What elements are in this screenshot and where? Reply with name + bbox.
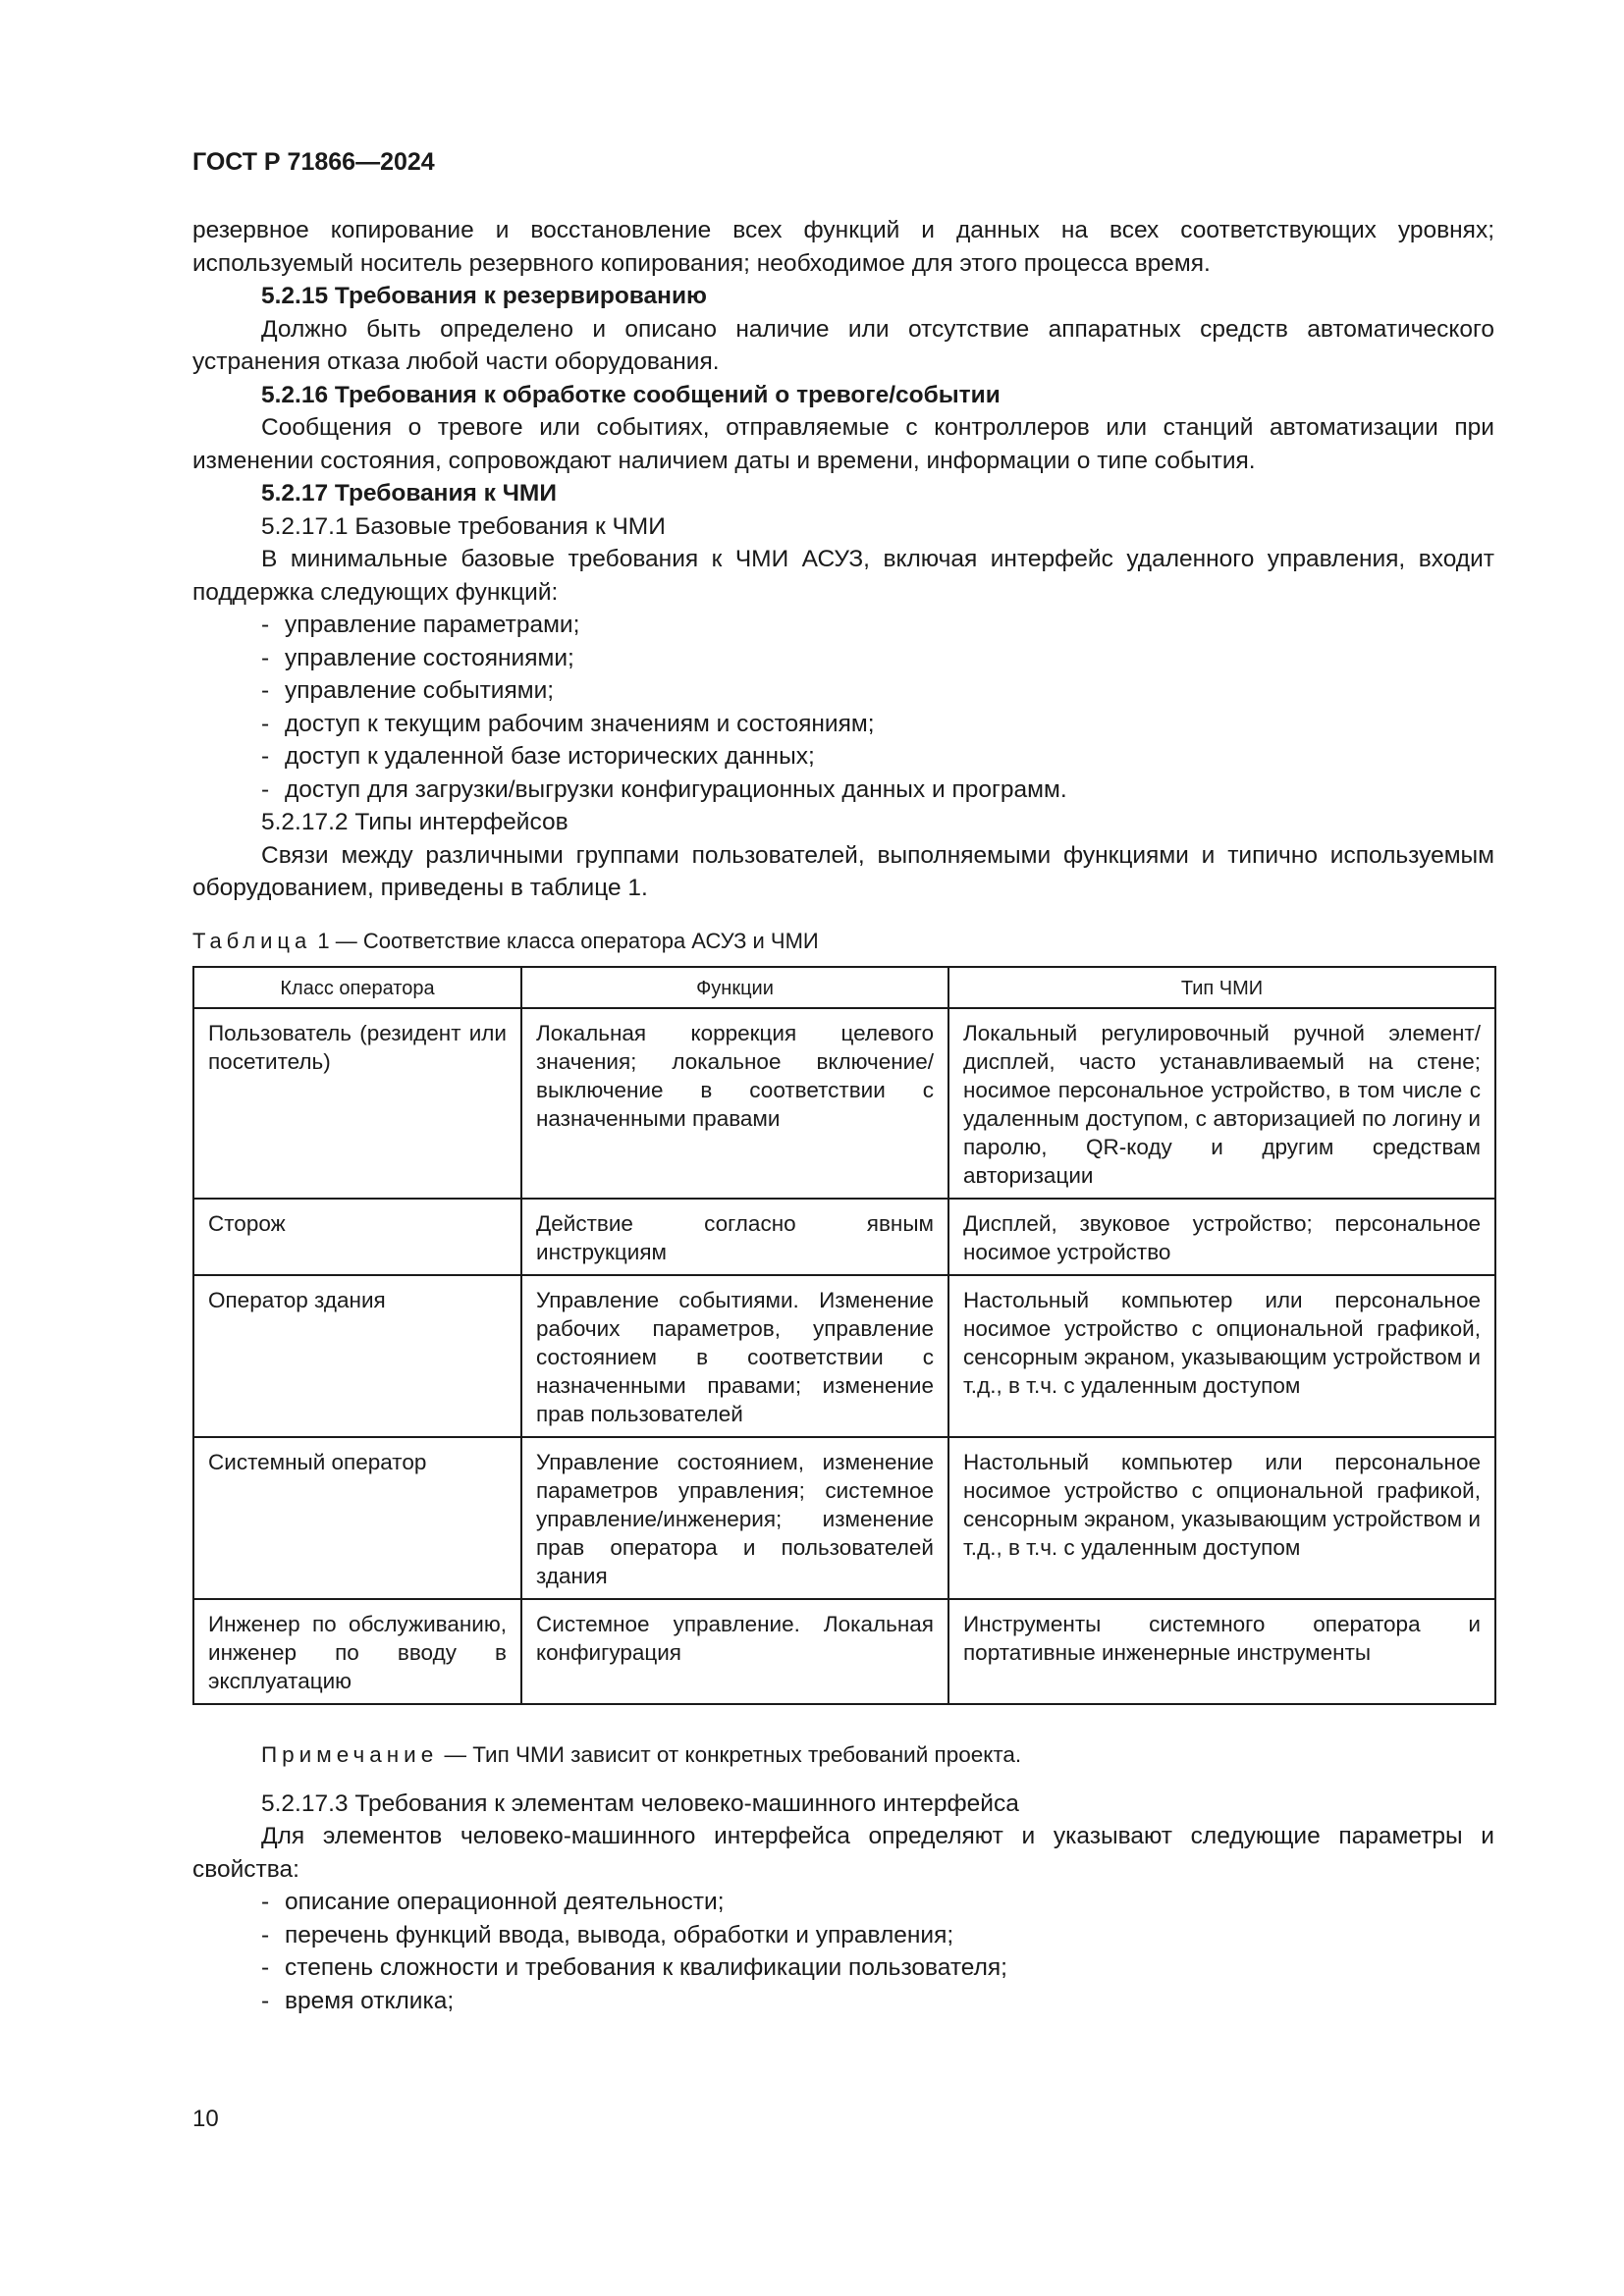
table-row: [193, 1199, 1495, 1275]
table-cell: Системное управление. Локальная конфигурация: [521, 1599, 948, 1704]
list-item: - степень сложности и требования к квалификации пользователя;: [261, 1951, 1494, 1985]
column-header: Тип ЧМИ: [948, 967, 1495, 1008]
section-5-2-17-2-text: Связи между различными группами пользователей, выполняемыми функциями и типично используемым оборудованием, приведены в таблице 1.: [192, 841, 1494, 901]
section-5-2-17-title: 5.2.17 Требования к ЧМИ: [261, 480, 557, 507]
section-5-2-15-title: 5.2.15 Требования к резервированию: [261, 283, 707, 309]
list-item: - время отклика;: [261, 1985, 1494, 2018]
section-5-2-17-3-title: 5.2.17.3 Требования к элементам человеко-машинного интерфейса: [261, 1789, 1019, 1817]
table-cell: Инженер по обслуживанию, инженер по вводу в эксплуатацию: [193, 1599, 521, 1704]
section-5-2-16-text: Сообщения о тревоге или событиях, отправляемые с контроллеров или станций автоматизации при изменении состояния, сопровождают наличием даты и времени, информации о типе события.: [192, 414, 1494, 474]
section-5-2-16-title: 5.2.16 Требования к обработке сообщений о тревоге/событии: [261, 381, 1001, 408]
table-cell: Настольный компьютер или персональное носимое устройство с опциональной графикой, сенсорным экраном, указывающим устройством и т.д., в т.ч. с удаленным доступом: [948, 1275, 1495, 1437]
document-page: [192, 147, 1494, 2017]
table-caption-label: Таблица: [192, 928, 312, 953]
column-header: Класс оператора: [193, 967, 521, 1008]
section-5-2-15-text: Должно быть определено и описано наличие или отсутствие аппаратных средств автоматического устранения отказа любой части оборудования.: [192, 315, 1494, 375]
hmi-functions-list: [192, 609, 1494, 806]
list-item: - описание операционной деятельности;: [261, 1886, 1494, 1919]
list-item: - управление состояниями;: [261, 642, 1494, 675]
table-row: [193, 1275, 1495, 1437]
table-cell: Управление событиями. Изменение рабочих параметров, управление состоянием в соответствии с назначенными правами; изменение прав пользователей: [521, 1275, 948, 1437]
table-cell: Дисплей, звуковое устройство; персональное носимое устройство: [948, 1199, 1495, 1275]
table-cell: Сторож: [193, 1199, 521, 1275]
table-cell: Локальная коррекция целевого значения; локальное включение/выключение в соответствии с назначенными правами: [521, 1008, 948, 1199]
table-cell: Управление состоянием, изменение параметров управления; системное управление/инженерия; изменение прав оператора и пользователей здания: [521, 1437, 948, 1599]
table-cell: Действие согласно явным инструкциям: [521, 1199, 948, 1275]
intro-paragraph: резервное копирование и восстановление всех функций и данных на всех соответствующих уровнях; используемый носитель резервного копирования; необходимое для этого процесса время.: [192, 217, 1494, 277]
document-id: ГОСТ Р 71866—2024: [192, 148, 435, 176]
column-header: Функции: [521, 967, 948, 1008]
page-number: 10: [192, 2106, 219, 2132]
hmi-elements-list: [192, 1886, 1494, 2017]
list-item: - доступ к удаленной базе исторических данных;: [261, 740, 1494, 774]
section-5-2-17-3-text: Для элементов человеко-машинного интерфейса определяют и указывают следующие параметры и свойства:: [192, 1823, 1494, 1883]
list-item: - доступ для загрузки/выгрузки конфигурационных данных и программ.: [261, 774, 1494, 807]
operator-class-table: [192, 966, 1496, 1705]
table-cell: Инструменты системного оператора и портативные инженерные инструменты: [948, 1599, 1495, 1704]
note-label: Примечание: [261, 1741, 439, 1767]
table-caption-text: 1 — Соответствие класса оператора АСУЗ и ЧМИ: [317, 928, 819, 953]
section-5-2-17-1-title: 5.2.17.1 Базовые требования к ЧМИ: [261, 512, 666, 540]
table-cell: Пользователь (резидент или посетитель): [193, 1008, 521, 1199]
table-note: [192, 1740, 1494, 1770]
table-cell: Настольный компьютер или персональное носимое устройство с опциональной графикой, сенсорным экраном, указывающим устройством и т.д., в т.ч. с удаленным доступом: [948, 1437, 1495, 1599]
list-item: - доступ к текущим рабочим значениям и состояниям;: [261, 708, 1494, 741]
table-cell: Локальный регулировочный ручной элемент/дисплей, часто устанавливаемый на стене; носимое персональное устройство, в том числе с удаленным доступом, с авторизацией по логину и паролю, QR-коду и другим средствам авторизации: [948, 1008, 1495, 1199]
section-5-2-17-1-text: В минимальные базовые требования к ЧМИ АСУЗ, включая интерфейс удаленного управления, входит поддержка следующих функций:: [192, 546, 1494, 606]
table-caption: [192, 927, 1494, 956]
table-cell: Оператор здания: [193, 1275, 521, 1437]
table-row: [193, 1008, 1495, 1199]
list-item: - управление событиями;: [261, 674, 1494, 708]
list-item: - перечень функций ввода, вывода, обработки и управления;: [261, 1919, 1494, 1952]
list-item: - управление параметрами;: [261, 609, 1494, 642]
note-text: — Тип ЧМИ зависит от конкретных требований проекта.: [444, 1741, 1022, 1767]
table-header-row: [193, 967, 1495, 1008]
section-5-2-17-2-title: 5.2.17.2 Типы интерфейсов: [261, 809, 568, 835]
table-row: [193, 1437, 1495, 1599]
table-cell: Системный оператор: [193, 1437, 521, 1599]
table-row: [193, 1599, 1495, 1704]
